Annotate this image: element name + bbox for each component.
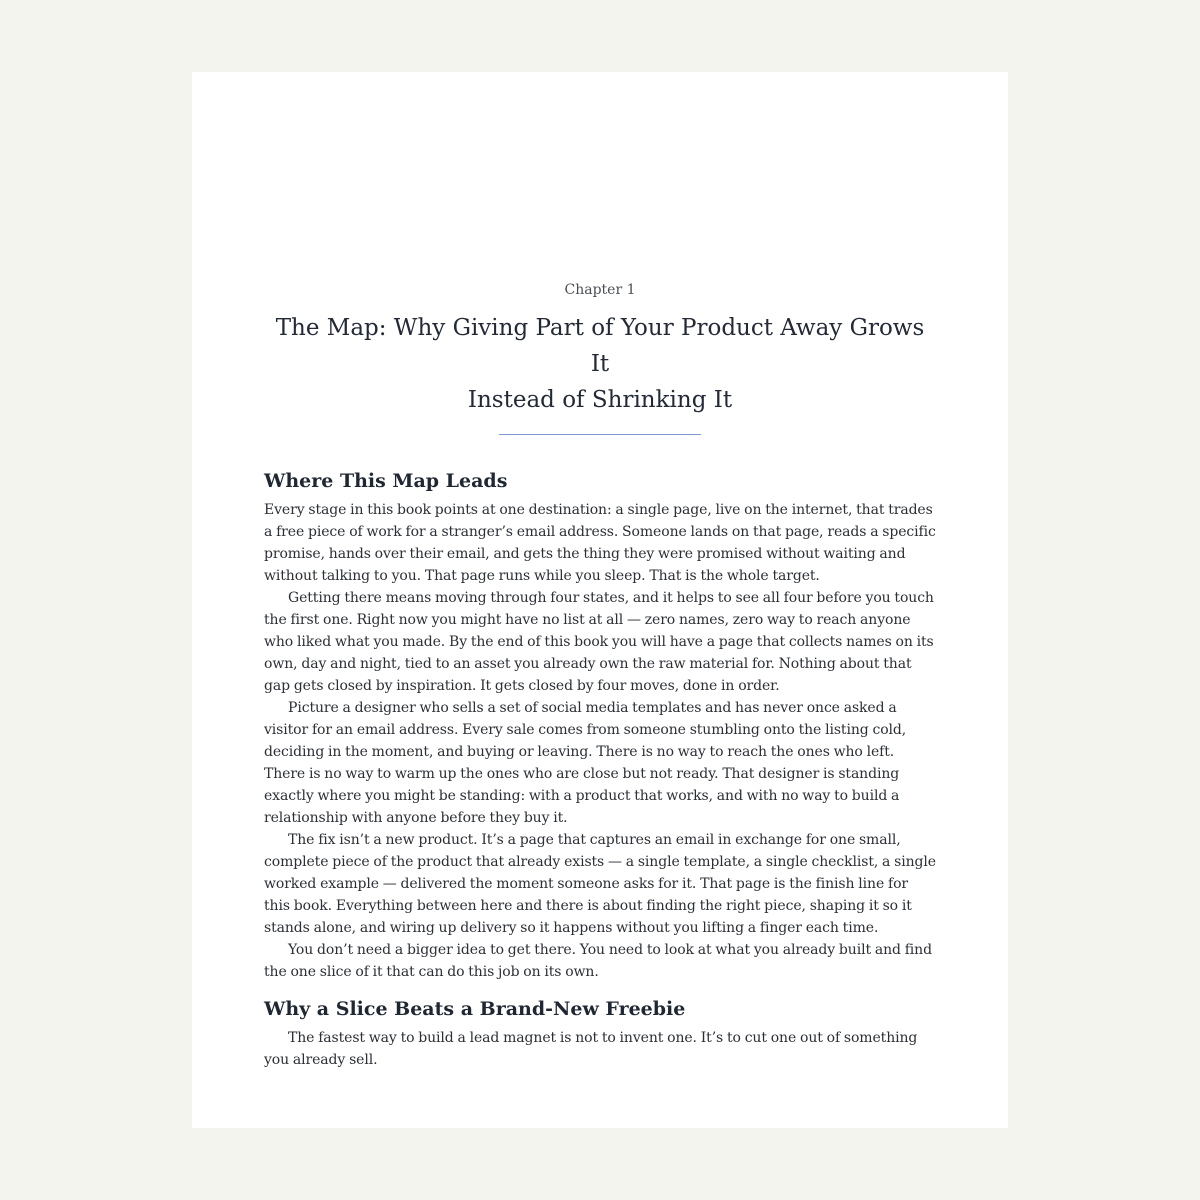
chapter-title-line-2: Instead of Shrinking It	[467, 387, 733, 413]
chapter-title	[264, 310, 936, 418]
paragraph: The fastest way to build a lead magnet is not to invent one. It’s to cut one out of something you already sell.	[264, 1030, 918, 1068]
paragraph: You don’t need a bigger idea to get there. You need to look at what you already built and find the one slice of it that can do this job on its own.	[264, 942, 932, 980]
section-heading-why-a-slice: Why a Slice Beats a Brand-New Freebie	[264, 998, 686, 1020]
chapter-label: Chapter 1	[564, 282, 636, 298]
title-divider	[499, 434, 701, 435]
chapter-title-line-1: The Map: Why Giving Part of Your Product Away Grows It	[275, 315, 925, 377]
paragraph: Picture a designer who sells a set of social media templates and has never once asked a visitor for an email address. Every sale comes from someone stumbling onto the listing cold, deciding in the moment, and buying or leaving. There is no way to reach the ones who left. There is no way to warm up the ones who are close but not ready. That designer is standing exactly where you might be standing: with a product that works, and with no way to build a relationship with anyone before they buy it.	[264, 700, 907, 826]
paragraph: Getting there means moving through four states, and it helps to see all four before you touch the first one. Right now you might have no list at all — zero names, zero way to reach anyone who liked what you made. By the end of this book you will have a page that collects names on its own, day and night, tied to an asset you already own the raw material for. Nothing about that gap gets closed by inspiration. It gets closed by four moves, done in order.	[264, 590, 934, 694]
section-heading-where-this-map-leads: Where This Map Leads	[264, 470, 508, 492]
paragraph: The fix isn’t a new product. It’s a page that captures an email in exchange for one small, complete piece of the product that already exists — a single template, a single checklist, a single worked example — delivered the moment someone asks for it. That page is the finish line for this book. Everything between here and there is about finding the right piece, shaping it so it stands alone, and wiring up delivery so it happens without you lifting a finger each time.	[264, 832, 936, 936]
section-body-where-this-map-leads	[264, 499, 936, 983]
paragraph: Every stage in this book points at one destination: a single page, live on the internet, that trades a free piece of work for a stranger’s email address. Someone lands on that page, reads a specific promise, hands over their email, and gets the thing they were promised without waiting and without talking to you. That page runs while you sleep. That is the whole target.	[264, 502, 936, 584]
document-page	[192, 72, 1008, 1128]
section-body-why-a-slice	[264, 1027, 936, 1071]
